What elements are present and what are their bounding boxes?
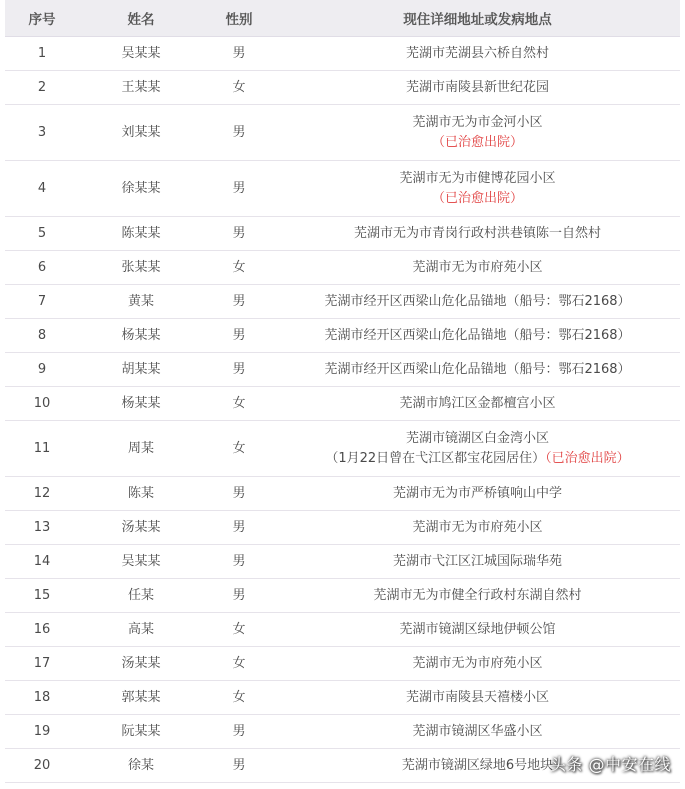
cell-address — [275, 715, 680, 749]
cell-name: 汤某某 — [79, 511, 203, 545]
cell-sex: 男 — [203, 579, 275, 613]
table-row — [5, 161, 680, 217]
cell-sex: 男 — [203, 285, 275, 319]
address-line: 芜湖市无为市健博花园小区 — [399, 170, 556, 186]
cell-address — [275, 105, 680, 161]
table-row — [5, 105, 680, 161]
cell-serial: 12 — [5, 477, 79, 511]
cell-sex: 女 — [203, 647, 275, 681]
table-row — [5, 217, 680, 251]
table-row — [5, 421, 680, 477]
address-line: 芜湖市南陵县天禧楼小区 — [405, 689, 549, 705]
cell-name: 陈某某 — [79, 217, 203, 251]
header-serial: 序号 — [5, 0, 79, 37]
cell-address — [275, 71, 680, 105]
address-line: 芜湖市镜湖区绿地伊顿公馆 — [399, 621, 556, 637]
cell-address — [275, 477, 680, 511]
cell-serial: 11 — [5, 421, 79, 477]
table-row — [5, 285, 680, 319]
cell-name: 吴某某 — [79, 545, 203, 579]
cell-name: 胡某某 — [79, 353, 203, 387]
header-address: 现住详细地址或发病地点 — [275, 0, 680, 37]
table-body — [5, 37, 680, 783]
address-line: 芜湖市无为市府苑小区 — [412, 655, 543, 671]
cell-sex: 男 — [203, 353, 275, 387]
cell-serial: 16 — [5, 613, 79, 647]
header-sex: 性别 — [203, 0, 275, 37]
address-line: 芜湖市镜湖区华盛小区 — [412, 723, 543, 739]
cell-name: 张某某 — [79, 251, 203, 285]
cell-serial: 9 — [5, 353, 79, 387]
cell-address — [275, 37, 680, 71]
cell-sex: 男 — [203, 511, 275, 545]
address-line: 芜湖市无为市府苑小区 — [412, 519, 543, 535]
cell-serial: 4 — [5, 161, 79, 217]
cell-address — [275, 681, 680, 715]
cell-name: 刘某某 — [79, 105, 203, 161]
cell-address — [275, 511, 680, 545]
address-line: 芜湖市无为市健全行政村东湖自然村 — [373, 587, 582, 603]
patient-table — [5, 0, 680, 783]
address-line: 芜湖市弋江区江城国际瑞华苑 — [392, 553, 562, 569]
address-line-2 — [275, 449, 680, 469]
cell-serial: 10 — [5, 387, 79, 421]
cell-address — [275, 387, 680, 421]
cell-name: 陈某 — [79, 477, 203, 511]
table-row — [5, 647, 680, 681]
table-row — [5, 511, 680, 545]
cell-sex: 男 — [203, 161, 275, 217]
cell-serial: 20 — [5, 749, 79, 783]
cell-serial: 5 — [5, 217, 79, 251]
cell-serial: 19 — [5, 715, 79, 749]
address-line: 芜湖市经开区西梁山危化品锚地（船号：鄂石2168） — [324, 293, 631, 309]
table-row — [5, 251, 680, 285]
cell-sex: 男 — [203, 545, 275, 579]
table-row — [5, 681, 680, 715]
cell-address — [275, 161, 680, 217]
table-row — [5, 613, 680, 647]
address-line: 芜湖市经开区西梁山危化品锚地（船号：鄂石2168） — [324, 361, 631, 377]
recovered-note: （已治愈出院） — [431, 134, 523, 150]
cell-sex: 男 — [203, 477, 275, 511]
cell-serial: 8 — [5, 319, 79, 353]
cell-sex: 男 — [203, 715, 275, 749]
address-line: 芜湖市无为市金河小区 — [412, 114, 543, 130]
cell-address — [275, 545, 680, 579]
cell-name: 黄某 — [79, 285, 203, 319]
cell-serial: 14 — [5, 545, 79, 579]
table-header-row — [5, 0, 680, 37]
cell-serial: 7 — [5, 285, 79, 319]
cell-name: 徐某 — [79, 749, 203, 783]
cell-name: 吴某某 — [79, 37, 203, 71]
address-line: 芜湖市镜湖区白金湾小区 — [405, 430, 549, 446]
cell-name: 周某 — [79, 421, 203, 477]
cell-name: 杨某某 — [79, 387, 203, 421]
cell-address — [275, 353, 680, 387]
address-line: 芜湖市芜湖县六桥自然村 — [405, 45, 549, 61]
cell-address — [275, 285, 680, 319]
table-row — [5, 477, 680, 511]
cell-name: 郭某某 — [79, 681, 203, 715]
cell-serial: 2 — [5, 71, 79, 105]
table-row — [5, 71, 680, 105]
table-row — [5, 319, 680, 353]
cell-serial: 6 — [5, 251, 79, 285]
cell-name: 汤某某 — [79, 647, 203, 681]
recovered-note: （已治愈出院） — [431, 190, 523, 206]
cell-address — [275, 647, 680, 681]
cell-sex: 女 — [203, 387, 275, 421]
cell-sex: 男 — [203, 37, 275, 71]
table-row — [5, 715, 680, 749]
cell-address — [275, 613, 680, 647]
cell-sex: 女 — [203, 681, 275, 715]
address-line: 芜湖市鸠江区金都檀宫小区 — [399, 395, 556, 411]
cell-name: 徐某某 — [79, 161, 203, 217]
watermark: 头条 @中安在线 — [549, 755, 671, 774]
recovered-note: （已治愈出院） — [545, 450, 630, 466]
cell-serial: 13 — [5, 511, 79, 545]
table-row — [5, 387, 680, 421]
cell-sex: 女 — [203, 251, 275, 285]
address-line: 芜湖市镜湖区绿地6号地块 — [401, 757, 554, 773]
cell-sex: 男 — [203, 749, 275, 783]
cell-serial: 15 — [5, 579, 79, 613]
cell-serial: 3 — [5, 105, 79, 161]
cell-address — [275, 251, 680, 285]
cell-address — [275, 579, 680, 613]
cell-name: 杨某某 — [79, 319, 203, 353]
cell-name: 阮某某 — [79, 715, 203, 749]
table-row — [5, 37, 680, 71]
cell-address — [275, 217, 680, 251]
cell-serial: 1 — [5, 37, 79, 71]
cell-sex: 男 — [203, 105, 275, 161]
cell-sex: 男 — [203, 319, 275, 353]
cell-address — [275, 421, 680, 477]
cell-serial: 18 — [5, 681, 79, 715]
cell-name: 王某某 — [79, 71, 203, 105]
header-name: 姓名 — [79, 0, 203, 37]
cell-address — [275, 319, 680, 353]
table-row — [5, 353, 680, 387]
table-row — [5, 545, 680, 579]
cell-serial: 17 — [5, 647, 79, 681]
cell-sex: 女 — [203, 421, 275, 477]
address-line: 芜湖市无为市府苑小区 — [412, 259, 543, 275]
table-row — [5, 579, 680, 613]
address-extra: （1月22日曾在弋江区都宝花园居住） — [325, 450, 546, 466]
cell-sex: 女 — [203, 613, 275, 647]
cell-name: 高某 — [79, 613, 203, 647]
address-line: 芜湖市无为市严桥镇响山中学 — [392, 485, 562, 501]
address-line: 芜湖市无为市青岗行政村洪巷镇陈一自然村 — [353, 225, 601, 241]
cell-name: 任某 — [79, 579, 203, 613]
address-line: 芜湖市南陵县新世纪花园 — [405, 79, 549, 95]
cell-sex: 男 — [203, 217, 275, 251]
address-line: 芜湖市经开区西梁山危化品锚地（船号：鄂石2168） — [324, 327, 631, 343]
cell-sex: 女 — [203, 71, 275, 105]
